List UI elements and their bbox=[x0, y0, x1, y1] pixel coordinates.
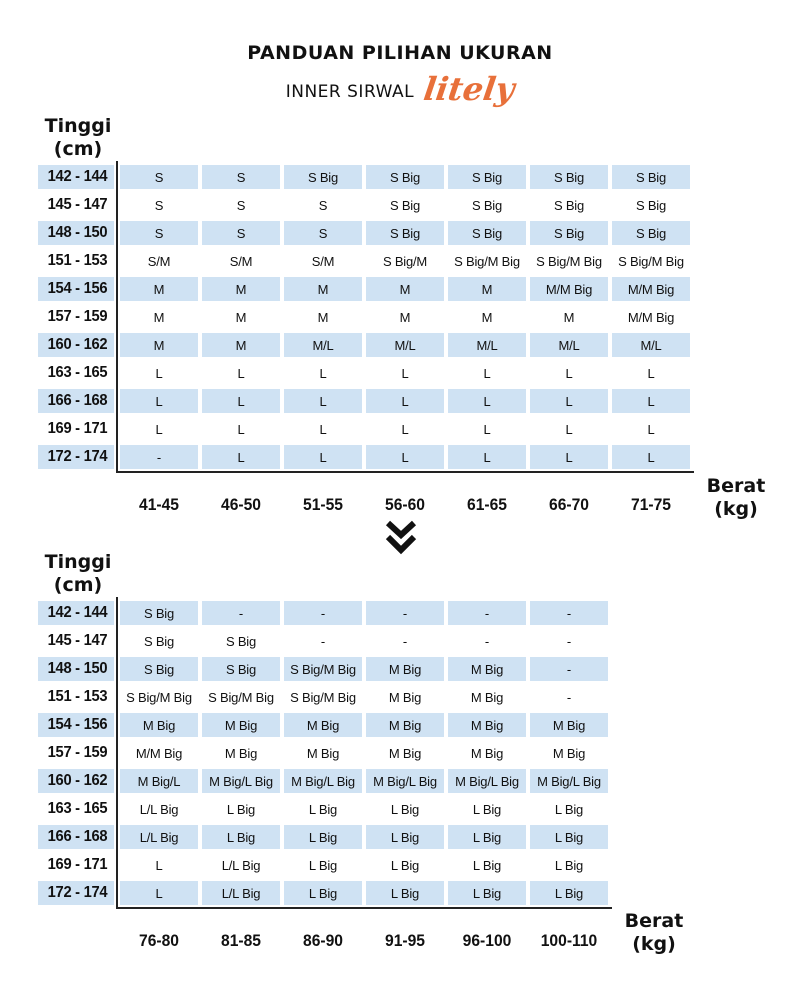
size-cell: M/L bbox=[312, 338, 334, 353]
size-cell: L bbox=[565, 422, 573, 437]
weight-label: 41-45 bbox=[138, 495, 179, 514]
size-cell: S Big bbox=[553, 170, 585, 185]
size-cell: S Big bbox=[389, 170, 421, 185]
size-cell: L/L Big bbox=[139, 802, 179, 817]
size-cell: M bbox=[399, 310, 411, 325]
size-cell: L bbox=[647, 422, 655, 437]
size-cell: - bbox=[566, 634, 572, 649]
size-cell: M bbox=[153, 338, 165, 353]
size-cell: M/L bbox=[476, 338, 498, 353]
size-cell: L Big bbox=[226, 830, 256, 845]
size-cell: L/L Big bbox=[221, 858, 261, 873]
size-cell: M Big bbox=[470, 746, 504, 761]
page-title: PANDUAN PILIHAN UKURAN bbox=[247, 42, 553, 64]
size-cell: L bbox=[401, 450, 409, 465]
height-label: 142 - 144 bbox=[47, 604, 108, 621]
size-cell: M Big bbox=[470, 662, 504, 677]
size-cell: S/M bbox=[229, 254, 253, 269]
size-cell: M Big bbox=[388, 718, 422, 733]
size-cell: L Big bbox=[554, 830, 584, 845]
height-label: 142 - 144 bbox=[47, 168, 108, 185]
size-cell: L bbox=[647, 366, 655, 381]
size-cell: M/L bbox=[640, 338, 662, 353]
size-cell: S bbox=[236, 170, 246, 185]
size-cell: L bbox=[483, 422, 491, 437]
size-cell: L bbox=[401, 422, 409, 437]
size-cell: L bbox=[647, 394, 655, 409]
size-cell: M bbox=[235, 310, 247, 325]
size-cell: - bbox=[320, 606, 326, 621]
size-cell: L Big bbox=[472, 802, 502, 817]
weight-label: 51-55 bbox=[302, 495, 343, 514]
height-label: 151 - 153 bbox=[47, 252, 108, 269]
weight-label: 61-65 bbox=[466, 495, 507, 514]
x-axis-title: (kg) bbox=[714, 498, 758, 520]
size-cell: S Big/M Big bbox=[208, 690, 274, 705]
size-cell: - bbox=[402, 606, 408, 621]
size-cell: - bbox=[566, 690, 572, 705]
size-cell: M Big bbox=[552, 718, 586, 733]
size-cell: L Big bbox=[308, 802, 338, 817]
size-cell: M Big/L Big bbox=[455, 774, 519, 789]
size-cell: M Big/L Big bbox=[291, 774, 355, 789]
size-cell: S bbox=[236, 226, 246, 241]
size-cell: S Big bbox=[143, 634, 175, 649]
size-cell: M bbox=[317, 310, 329, 325]
height-label: 148 - 150 bbox=[47, 224, 108, 241]
size-cell: M Big bbox=[388, 662, 422, 677]
size-cell: S Big/M Big bbox=[536, 254, 602, 269]
height-label: 166 - 168 bbox=[47, 828, 108, 845]
size-cell: L bbox=[483, 394, 491, 409]
size-cell: L bbox=[483, 450, 491, 465]
weight-label: 91-95 bbox=[384, 931, 425, 950]
weight-label: 76-80 bbox=[138, 931, 179, 950]
weight-label: 56-60 bbox=[384, 495, 425, 514]
height-label: 145 - 147 bbox=[47, 196, 108, 213]
y-axis-title: (cm) bbox=[53, 574, 103, 596]
weight-label: 86-90 bbox=[302, 931, 343, 950]
size-cell: S bbox=[154, 198, 164, 213]
size-cell: L bbox=[155, 886, 163, 901]
size-cell: S/M bbox=[147, 254, 171, 269]
size-cell: S Big/M Big bbox=[290, 662, 356, 677]
size-cell: L bbox=[565, 394, 573, 409]
subtitle-row bbox=[0, 72, 800, 112]
size-cell: L Big bbox=[390, 802, 420, 817]
size-cell: L Big bbox=[472, 886, 502, 901]
weight-label: 100-110 bbox=[540, 931, 598, 950]
height-label: 169 - 171 bbox=[47, 856, 108, 873]
size-cell: L Big bbox=[226, 802, 256, 817]
size-cell: S Big bbox=[143, 662, 175, 677]
size-cell: M/M Big bbox=[627, 310, 675, 325]
x-axis-title: Berat bbox=[624, 910, 684, 932]
size-cell: S Big bbox=[389, 198, 421, 213]
size-cell: S Big bbox=[389, 226, 421, 241]
size-cell: - bbox=[566, 606, 572, 621]
size-cell: M Big bbox=[306, 718, 340, 733]
size-cell: M Big/L bbox=[137, 774, 181, 789]
size-cell: L Big bbox=[554, 886, 584, 901]
size-cell: S Big bbox=[307, 170, 339, 185]
size-cell: L Big bbox=[390, 830, 420, 845]
size-cell: S bbox=[236, 198, 246, 213]
size-cell: M bbox=[235, 282, 247, 297]
size-cell: S Big bbox=[553, 198, 585, 213]
size-cell: L bbox=[155, 858, 163, 873]
weight-label: 46-50 bbox=[220, 495, 261, 514]
weight-label: 66-70 bbox=[548, 495, 589, 514]
size-cell: L Big bbox=[554, 858, 584, 873]
size-cell: L bbox=[155, 422, 163, 437]
size-cell: M bbox=[235, 338, 247, 353]
size-cell: L Big bbox=[472, 830, 502, 845]
size-cell: M Big/L Big bbox=[209, 774, 273, 789]
y-axis-title: (cm) bbox=[53, 138, 103, 160]
size-cell: M Big bbox=[306, 746, 340, 761]
size-cell: M bbox=[153, 310, 165, 325]
size-cell: L/L Big bbox=[139, 830, 179, 845]
size-cell: S Big bbox=[471, 198, 503, 213]
size-cell: L bbox=[237, 394, 245, 409]
size-cell: L Big bbox=[554, 802, 584, 817]
height-label: 157 - 159 bbox=[47, 744, 108, 761]
size-cell: S Big bbox=[471, 170, 503, 185]
height-label: 172 - 174 bbox=[47, 884, 108, 901]
brand-logo: litely bbox=[421, 70, 517, 108]
size-cell: L Big bbox=[308, 886, 338, 901]
weight-label: 71-75 bbox=[630, 495, 671, 514]
size-cell: S Big/M Big bbox=[454, 254, 520, 269]
double-chevron-down-icon bbox=[384, 520, 418, 556]
height-label: 163 - 165 bbox=[47, 364, 108, 381]
size-cell: S Big/M Big bbox=[126, 690, 192, 705]
height-label: 157 - 159 bbox=[47, 308, 108, 325]
size-cell: M bbox=[399, 282, 411, 297]
height-label: 169 - 171 bbox=[47, 420, 108, 437]
size-cell: M Big bbox=[224, 718, 258, 733]
height-label: 160 - 162 bbox=[47, 336, 108, 353]
size-cell: - bbox=[238, 606, 244, 621]
size-cell: M bbox=[563, 310, 575, 325]
x-axis-title: (kg) bbox=[632, 933, 676, 955]
size-cell: - bbox=[484, 606, 490, 621]
size-cell: M bbox=[317, 282, 329, 297]
size-cell: L Big bbox=[390, 886, 420, 901]
size-cell: S Big bbox=[635, 226, 667, 241]
size-cell: L bbox=[319, 366, 327, 381]
weight-label: 81-85 bbox=[220, 931, 261, 950]
size-cell: M/L bbox=[394, 338, 416, 353]
size-cell: L bbox=[483, 366, 491, 381]
size-cell: M/L bbox=[558, 338, 580, 353]
size-cell: M Big bbox=[552, 746, 586, 761]
size-cell: L Big bbox=[308, 830, 338, 845]
size-cell: M bbox=[153, 282, 165, 297]
size-cell: L bbox=[155, 394, 163, 409]
size-cell: L Big bbox=[308, 858, 338, 873]
size-cell: L bbox=[647, 450, 655, 465]
size-cell: - bbox=[156, 450, 162, 465]
height-label: 172 - 174 bbox=[47, 448, 108, 465]
height-label: 163 - 165 bbox=[47, 800, 108, 817]
size-cell: S Big bbox=[553, 226, 585, 241]
size-cell: L bbox=[401, 366, 409, 381]
size-cell: M bbox=[481, 282, 493, 297]
y-axis-title: Tinggi bbox=[44, 115, 112, 137]
size-cell: M/M Big bbox=[627, 282, 675, 297]
x-axis-line bbox=[116, 471, 694, 473]
height-label: 148 - 150 bbox=[47, 660, 108, 677]
size-cell: M Big bbox=[470, 690, 504, 705]
size-cell: S Big bbox=[143, 606, 175, 621]
size-cell: M Big/L Big bbox=[537, 774, 601, 789]
size-cell: L bbox=[319, 450, 327, 465]
size-cell: S bbox=[154, 170, 164, 185]
size-cell: - bbox=[484, 634, 490, 649]
size-cell: S bbox=[154, 226, 164, 241]
size-cell: S bbox=[318, 198, 328, 213]
size-cell: - bbox=[566, 662, 572, 677]
height-label: 166 - 168 bbox=[47, 392, 108, 409]
size-cell: L bbox=[237, 422, 245, 437]
x-axis-title: Berat bbox=[706, 475, 766, 497]
size-cell: L bbox=[401, 394, 409, 409]
size-cell: - bbox=[402, 634, 408, 649]
height-label: 160 - 162 bbox=[47, 772, 108, 789]
size-cell: L bbox=[565, 366, 573, 381]
size-cell: M Big bbox=[388, 746, 422, 761]
size-cell: - bbox=[320, 634, 326, 649]
size-cell: S Big bbox=[225, 634, 257, 649]
size-cell: M Big bbox=[224, 746, 258, 761]
height-label: 154 - 156 bbox=[47, 716, 108, 733]
size-cell: S Big bbox=[635, 170, 667, 185]
size-cell: S Big bbox=[471, 226, 503, 241]
height-label: 151 - 153 bbox=[47, 688, 108, 705]
y-axis-title: Tinggi bbox=[44, 551, 112, 573]
product-name: INNER SIRWAL bbox=[285, 82, 415, 102]
height-label: 145 - 147 bbox=[47, 632, 108, 649]
x-axis-line bbox=[116, 907, 612, 909]
size-cell: S Big/M bbox=[382, 254, 428, 269]
size-cell: S Big/M Big bbox=[618, 254, 684, 269]
size-cell: L bbox=[319, 394, 327, 409]
size-cell: L bbox=[565, 450, 573, 465]
size-cell: M Big/L Big bbox=[373, 774, 437, 789]
weight-label: 96-100 bbox=[462, 931, 512, 950]
size-cell: M Big bbox=[388, 690, 422, 705]
size-cell: S/M bbox=[311, 254, 335, 269]
size-cell: L Big bbox=[390, 858, 420, 873]
size-cell: M Big bbox=[470, 718, 504, 733]
size-cell: L bbox=[237, 450, 245, 465]
size-cell: L Big bbox=[472, 858, 502, 873]
size-cell: M Big bbox=[142, 718, 176, 733]
size-cell: S Big bbox=[635, 198, 667, 213]
size-cell: L bbox=[237, 366, 245, 381]
size-cell: S Big/M Big bbox=[290, 690, 356, 705]
size-cell: L/L Big bbox=[221, 886, 261, 901]
size-cell: M/M Big bbox=[135, 746, 183, 761]
size-cell: L bbox=[319, 422, 327, 437]
size-cell: M/M Big bbox=[545, 282, 593, 297]
size-cell: L bbox=[155, 366, 163, 381]
size-cell: S bbox=[318, 226, 328, 241]
size-cell: M bbox=[481, 310, 493, 325]
size-cell: S Big bbox=[225, 662, 257, 677]
height-label: 154 - 156 bbox=[47, 280, 108, 297]
